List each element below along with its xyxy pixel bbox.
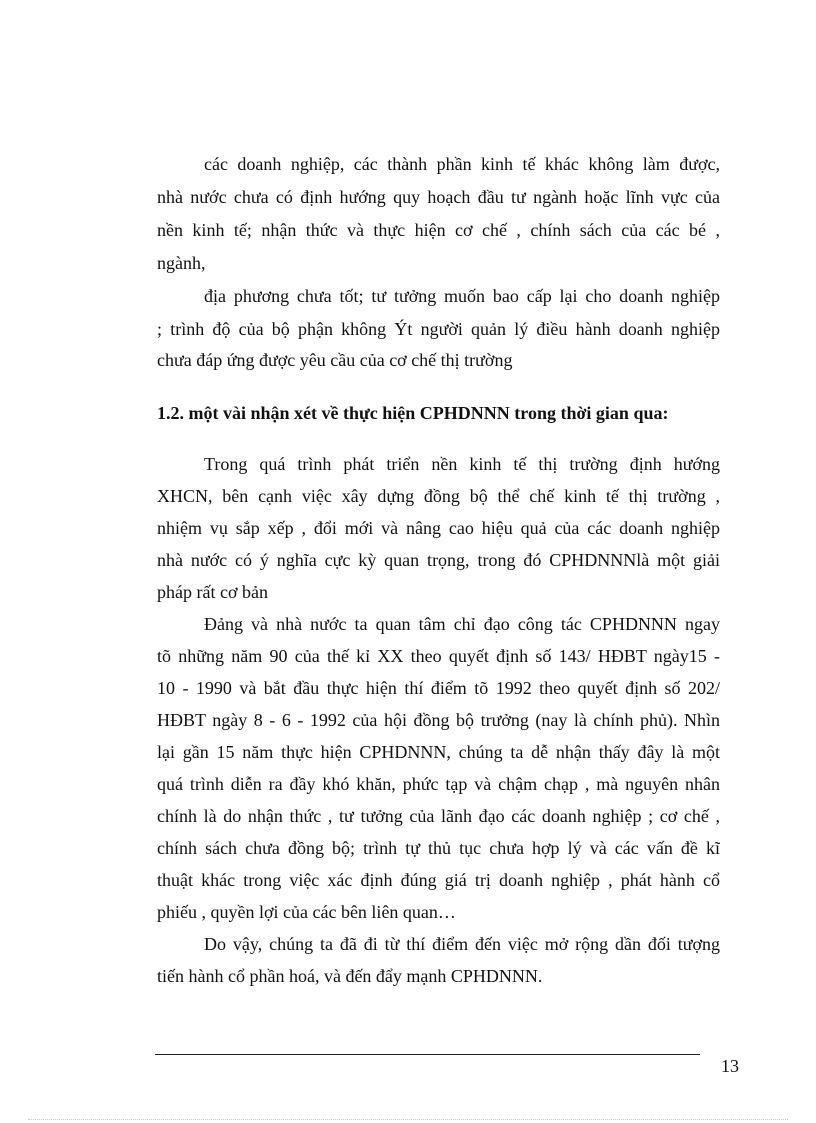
paragraph-4-line-6: quá trình diễn ra đầy khó khăn, phức tạp và chậm chạp , mà nguyên nhân — [157, 774, 720, 794]
paragraph-5-line-2: tiến hành cổ phần hoá, và đến đẩy mạnh CPHDNNN. — [157, 966, 543, 986]
paragraph-4-line-8: chính sách chưa đồng bộ; trình tự thủ tục chưa hợp lý và các vấn đề kĩ — [157, 838, 720, 858]
paragraph-4-line-3: 10 - 1990 và bắt đầu thực hiện thí điểm tõ 1992 theo quyết định số 202/ — [157, 678, 720, 698]
paragraph-1-line-3: nền kinh tế; nhận thức và thực hiện cơ chế , chính sách của các bé , — [157, 220, 720, 240]
section-heading: 1.2. một vài nhận xét về thực hiện CPHDNNN trong thời gian qua: — [157, 403, 669, 423]
paragraph-1-line-2: nhà nước chưa có định hướng quy hoạch đầu tư ngành hoặc lĩnh vực của — [157, 187, 720, 207]
paragraph-1-line-4: ngành, — [157, 253, 206, 273]
paragraph-3-line-2: XHCN, bên cạnh việc xây dựng đồng bộ thể chế kinh tế thị trường , — [157, 486, 720, 506]
paragraph-3-line-3: nhiệm vụ sắp xếp , đổi mới và nâng cao hiệu quả của các doanh nghiệp — [157, 518, 720, 538]
paragraph-4-line-5: lại gần 15 năm thực hiện CPHDNNN, chúng ta dễ nhận thấy đây là một — [157, 742, 720, 762]
paragraph-3-line-5: pháp rất cơ bản — [157, 582, 268, 602]
paragraph-1-line-1: các doanh nghiệp, các thành phần kinh tế khác không làm được, — [204, 154, 720, 174]
footer-rule — [155, 1054, 700, 1055]
paragraph-4-line-1: Đảng và nhà nước ta quan tâm chỉ đạo công tác CPHDNNN ngay — [204, 614, 720, 634]
page-bottom-border — [28, 1119, 788, 1120]
paragraph-4-line-9: thuật khác trong việc xác định đúng giá trị doanh nghiệp , phát hành cổ — [157, 870, 720, 890]
paragraph-5-line-1: Do vậy, chúng ta đã đi từ thí điểm đến việc mở rộng dần đối tượng — [204, 934, 720, 954]
paragraph-4-line-2: tõ những năm 90 của thế kỉ XX theo quyết định số 143/ HĐBT ngày15 - — [157, 646, 720, 666]
paragraph-4-line-10: phiếu , quyền lợi của các bên liên quan… — [157, 902, 456, 922]
paragraph-3-line-4: nhà nước có ý nghĩa cực kỳ quan trọng, trong đó CPHDNNNlà một giải — [157, 550, 720, 570]
page-number: 13 — [721, 1056, 739, 1076]
paragraph-2-line-3: chưa đáp ứng được yêu cầu của cơ chế thị trường — [157, 350, 513, 370]
paragraph-2-line-2: ; trình độ của bộ phận không Ýt người quản lý điều hành doanh nghiệp — [157, 319, 720, 339]
paragraph-4-line-7: chính là do nhận thức , tư tưởng của lãnh đạo các doanh nghiệp ; cơ chế , — [157, 806, 720, 826]
paragraph-2-line-1: địa phương chưa tốt; tư tưởng muốn bao cấp lại cho doanh nghiệp — [204, 286, 720, 306]
paragraph-3-line-1: Trong quá trình phát triển nền kinh tế thị trường định hướng — [204, 454, 720, 474]
paragraph-4-line-4: HĐBT ngày 8 - 6 - 1992 của hội đồng bộ trưởng (nay là chính phủ). Nhìn — [157, 710, 720, 730]
